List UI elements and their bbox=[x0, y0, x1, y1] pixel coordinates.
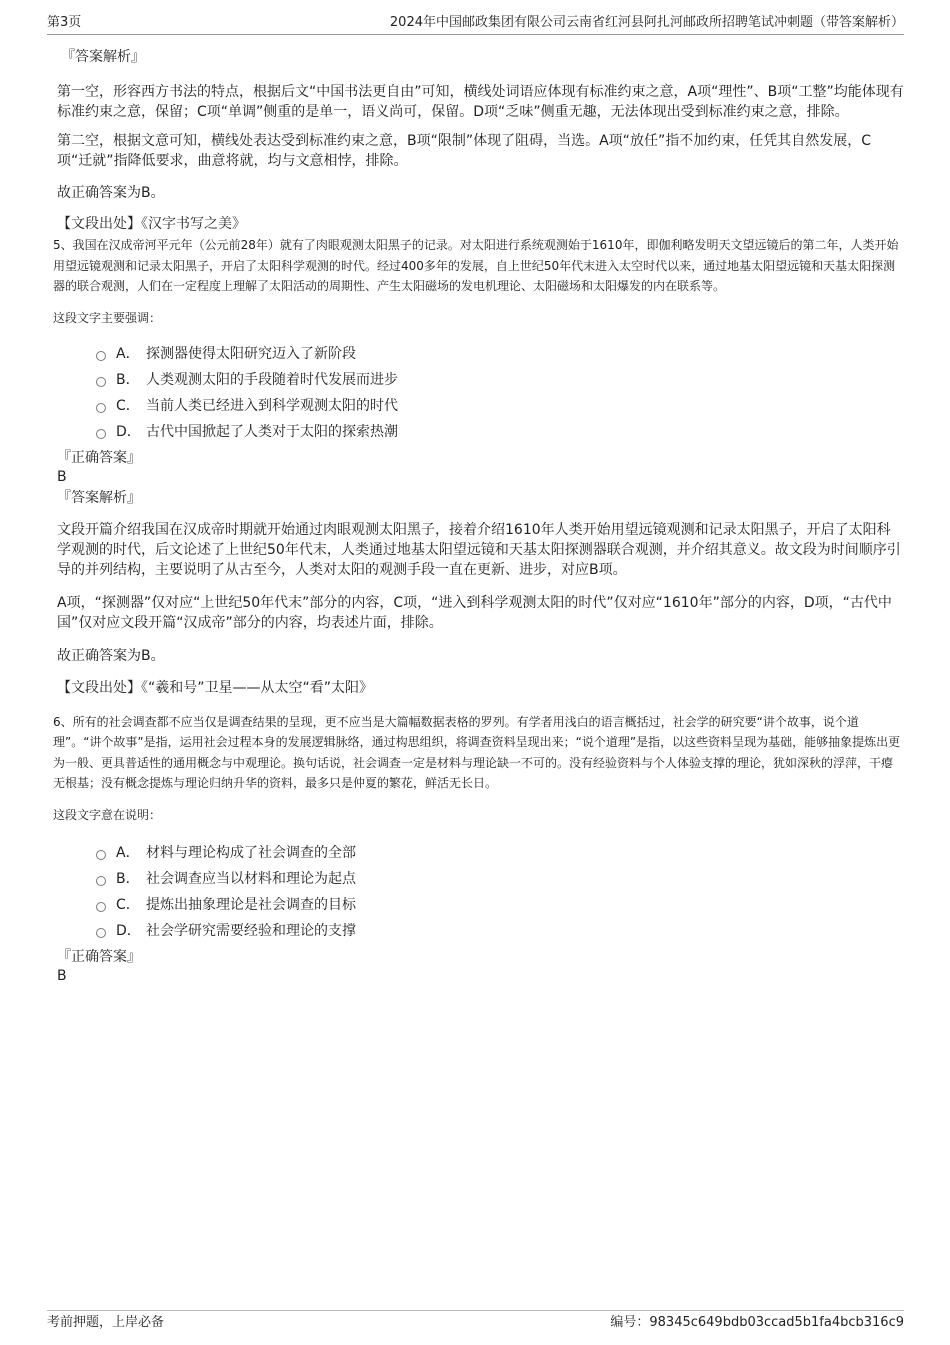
radio-icon[interactable] bbox=[96, 876, 106, 886]
option-d[interactable] bbox=[96, 419, 904, 445]
option-letter: D． bbox=[116, 922, 141, 939]
option-letter: A． bbox=[116, 345, 140, 362]
option-d[interactable] bbox=[96, 918, 904, 944]
option-text: 社会学研究需要经验和理论的支撑 bbox=[146, 922, 356, 939]
option-b[interactable] bbox=[96, 866, 904, 892]
page-number: 第3页 bbox=[47, 15, 82, 30]
option-letter: D． bbox=[116, 423, 141, 440]
analysis-paragraph: A项，“探测器”仅对应“上世纪50年代末”部分的内容，C项，“进入到科学观测太阳的时代”仅对应“1610年”部分的内容，D项，“古代中国”仅对应文段开篇“汉成帝”部分的内容，均表述片面，排除。 bbox=[57, 594, 892, 631]
analysis-paragraph: 第二空，根据文意可知，横线处表达受到标准约束之意，B项“限制”体现了阻碍，当选。A项“放任”指不加约束，任凭其自然发展，C项“迁就”指降低要求，曲意将就，均与文意相悖，排除。 bbox=[57, 133, 871, 169]
source-citation: 【文段出处】《“羲和号”卫星——从太空“看”太阳》 bbox=[57, 679, 374, 696]
option-letter: C． bbox=[116, 397, 140, 414]
radio-icon[interactable] bbox=[96, 403, 106, 413]
options-list bbox=[57, 840, 904, 944]
option-text: 材料与理论构成了社会调查的全部 bbox=[146, 844, 356, 861]
option-letter: B． bbox=[116, 371, 140, 388]
answer-label: 『正确答案』 bbox=[57, 948, 141, 965]
radio-icon[interactable] bbox=[96, 377, 106, 387]
analysis-conclusion: 故正确答案为B。 bbox=[57, 647, 165, 664]
analysis-paragraph: 文段开篇介绍我国在汉成帝时期就开始通过肉眼观测太阳黑子，接着介绍1610年人类开始用望远镜观测和记录太阳黑子，开启了太阳科学观测的时代，后文论述了上世纪50年代末，人类通过地基太阳望远镜和天基太阳探测器联合观测，并介绍其意义。故文段为时间顺序引导的并列结构，主要说明了从古至今，人类对太阳的观测手段一直在更新、进步，对应B项。 bbox=[57, 521, 901, 578]
radio-icon[interactable] bbox=[96, 351, 106, 361]
radio-icon[interactable] bbox=[96, 429, 106, 439]
answer-value: B bbox=[57, 468, 67, 485]
radio-icon[interactable] bbox=[96, 850, 106, 860]
options-list bbox=[57, 341, 904, 445]
question-text: 5、我国在汉成帝河平元年（公元前28年）就有了肉眼观测太阳黑子的记录。对太阳进行系统观测始于1610年，即伽利略发明天文望远镜后的第二年，人类开始用望远镜观测和记录太阳黑子，开启了太阳科学观测的时代。经过400多年的发展，自上世纪50年代末进入太空时代以来，通过地基太阳望远镜和天基太阳探测器的联合观测，人们在一定程度上理解了太阳活动的周期性、产生太阳磁场的发电机理论、太阳磁场和太阳爆发的内在联系等。 bbox=[53, 238, 899, 293]
document-title: 2024年中国邮政集团有限公司云南省红河县阿扎河邮政所招聘笔试冲刺题（带答案解析） bbox=[389, 15, 904, 30]
option-text: 探测器使得太阳研究迈入了新阶段 bbox=[146, 345, 356, 362]
option-letter: A． bbox=[116, 844, 140, 861]
radio-icon[interactable] bbox=[96, 902, 106, 912]
analysis-label: 『答案解析』 bbox=[57, 489, 141, 506]
option-c[interactable] bbox=[96, 892, 904, 918]
footer-slogan: 考前押题，上岸必备 bbox=[47, 1315, 165, 1330]
answer-label: 『正确答案』 bbox=[57, 449, 141, 466]
option-letter: B． bbox=[116, 870, 140, 887]
option-text: 古代中国掀起了人类对于太阳的探索热潮 bbox=[146, 423, 398, 440]
question-prompt: 这段文字主要强调： bbox=[53, 310, 162, 325]
page-footer bbox=[47, 1310, 904, 1330]
option-c[interactable] bbox=[96, 393, 904, 419]
page-header bbox=[47, 14, 904, 35]
analysis-label: 『答案解析』 bbox=[61, 49, 145, 65]
question-text: 6、所有的社会调查都不应当仅是调查结果的呈现，更不应当是大篇幅数据表格的罗列。有学者用浅白的语言概括过，社会学的研究要“讲个故事，说个道理”。“讲个故事”是指，运用社会过程本身的发展逻辑脉络，通过构思组织，将调查资料呈现出来；“说个道理”是指，以这些资料呈现为基础，能够抽象提炼出更为一般、更具普适性的通用概念与中观理论。换句话说，社会调查一定是材料与理论缺一不可的。没有经验资料与个人体验支撑的理论，犹如深秋的浮萍，干瘪无根基；没有概念提炼与理论归纳升华的资料，最多只是仲夏的繁花，鲜活无长日。 bbox=[53, 714, 901, 790]
answer-value: B bbox=[57, 967, 67, 984]
option-b[interactable] bbox=[96, 367, 904, 393]
option-letter: C． bbox=[116, 896, 140, 913]
source-citation: 【文段出处】《汉字书写之美》 bbox=[57, 216, 246, 232]
option-text: 人类观测太阳的手段随着时代发展而进步 bbox=[146, 371, 398, 388]
question-prompt: 这段文字意在说明： bbox=[53, 807, 162, 822]
document-id: 编号：98345c649bdb03ccad5b1fa4bcb316c9 bbox=[610, 1315, 904, 1330]
analysis-conclusion: 故正确答案为B。 bbox=[57, 185, 165, 201]
option-text: 提炼出抽象理论是社会调查的目标 bbox=[146, 896, 356, 913]
radio-icon[interactable] bbox=[96, 928, 106, 938]
option-text: 当前人类已经进入到科学观测太阳的时代 bbox=[146, 397, 398, 414]
option-a[interactable] bbox=[96, 341, 904, 367]
analysis-paragraph: 第一空，形容西方书法的特点，根据后文“中国书法更自由”可知，横线处词语应体现有标准约束之意，A项“理性”、B项“工整”均能体现有标准约束之意，保留；C项“单调”侧重的是单一，语义尚可，保留。D项“乏味”侧重无趣，无法体现出受到标准约束之意，排除。 bbox=[57, 84, 904, 120]
option-text: 社会调查应当以材料和理论为起点 bbox=[146, 870, 356, 887]
option-a[interactable] bbox=[96, 840, 904, 866]
page-content bbox=[53, 44, 904, 985]
